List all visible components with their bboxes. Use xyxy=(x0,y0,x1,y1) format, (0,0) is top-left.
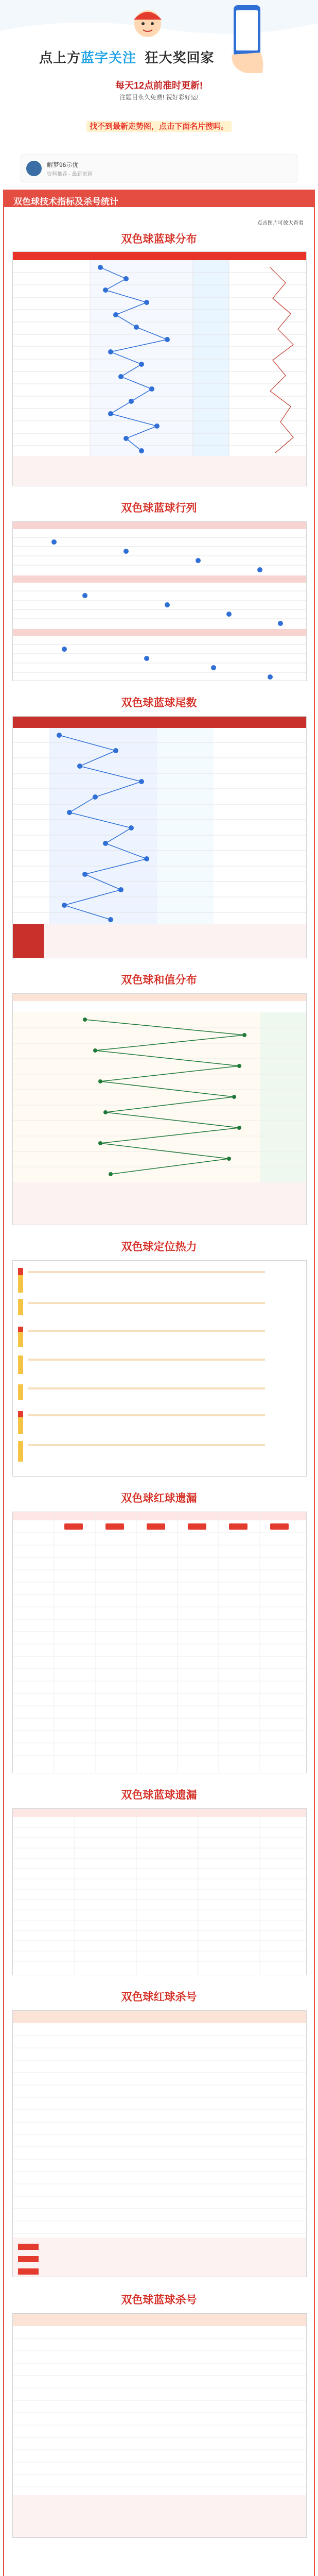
mascot-icon xyxy=(129,3,167,41)
chart-sum-distribution-svg xyxy=(13,994,307,1225)
chart-position-heat[interactable] xyxy=(12,1260,307,1477)
section-title-blue-tail: 双色球蓝球尾数 xyxy=(121,697,197,709)
chart-blue-rows[interactable] xyxy=(12,521,307,681)
phone-hand-icon xyxy=(226,3,268,75)
sub-notice: 注题目永久免费! 祝好彩好运! xyxy=(119,94,199,101)
chart-blue-kill[interactable] xyxy=(12,2313,307,2538)
slogan-highlight[interactable]: 蓝字关注 xyxy=(81,50,137,65)
search-hint xyxy=(0,121,318,131)
chart-position-heat-svg xyxy=(13,1261,307,1477)
account-card[interactable] xyxy=(21,155,297,182)
section-title-position-heat: 双色球定位热力 xyxy=(121,1241,197,1253)
chart-red-omission-svg xyxy=(13,1512,307,1773)
slogan-suffix: 狂大奖回家 xyxy=(145,50,215,65)
avatar xyxy=(26,161,42,176)
chart-blue-kill-svg xyxy=(13,2314,307,2538)
chart-red-omission[interactable] xyxy=(12,1512,307,1773)
zoom-caption: 点击图片可放大查看 xyxy=(257,221,304,226)
search-hint-text: 找不到最新走势图，点击下面名片搜吗。 xyxy=(86,121,232,132)
chart-blue-distribution-svg xyxy=(13,252,307,486)
header-banner xyxy=(0,0,318,103)
chart-blue-omission-svg xyxy=(13,1809,307,1975)
update-notice: 每天12点前准时更新! xyxy=(115,80,203,91)
chart-blue-omission[interactable] xyxy=(12,1808,307,1975)
chart-blue-tail[interactable] xyxy=(12,716,307,958)
section-title-sum-distribution: 双色球和值分布 xyxy=(121,974,197,986)
chart-red-kill[interactable] xyxy=(12,2010,307,2277)
frame-title: 双色球技术指标及杀号统计 xyxy=(13,197,118,207)
account-name: 解梦96示优 xyxy=(47,161,79,168)
chart-blue-tail-svg xyxy=(13,717,307,958)
section-title-blue-omission: 双色球蓝球遗漏 xyxy=(121,1789,197,1801)
main-frame xyxy=(3,190,315,2576)
frame-title-bar xyxy=(4,191,314,207)
chart-sum-distribution[interactable] xyxy=(12,993,307,1225)
header-slogan xyxy=(39,47,215,66)
account-desc: 资料推荐 · 最新更新 xyxy=(47,172,93,177)
section-title-blue-rows: 双色球蓝球行列 xyxy=(121,502,197,514)
slogan-prefix: 点上方 xyxy=(39,50,81,65)
chart-blue-rows-svg xyxy=(13,522,307,681)
chart-blue-distribution[interactable] xyxy=(12,251,307,486)
section-title-red-kill: 双色球红球杀号 xyxy=(121,1991,197,2003)
section-title-blue-kill: 双色球蓝球杀号 xyxy=(121,2294,197,2306)
section-title-blue-distribution: 双色球蓝球分布 xyxy=(121,233,197,245)
section-title-red-omission: 双色球红球遗漏 xyxy=(121,1493,197,1504)
chart-red-kill-svg xyxy=(13,2011,307,2277)
